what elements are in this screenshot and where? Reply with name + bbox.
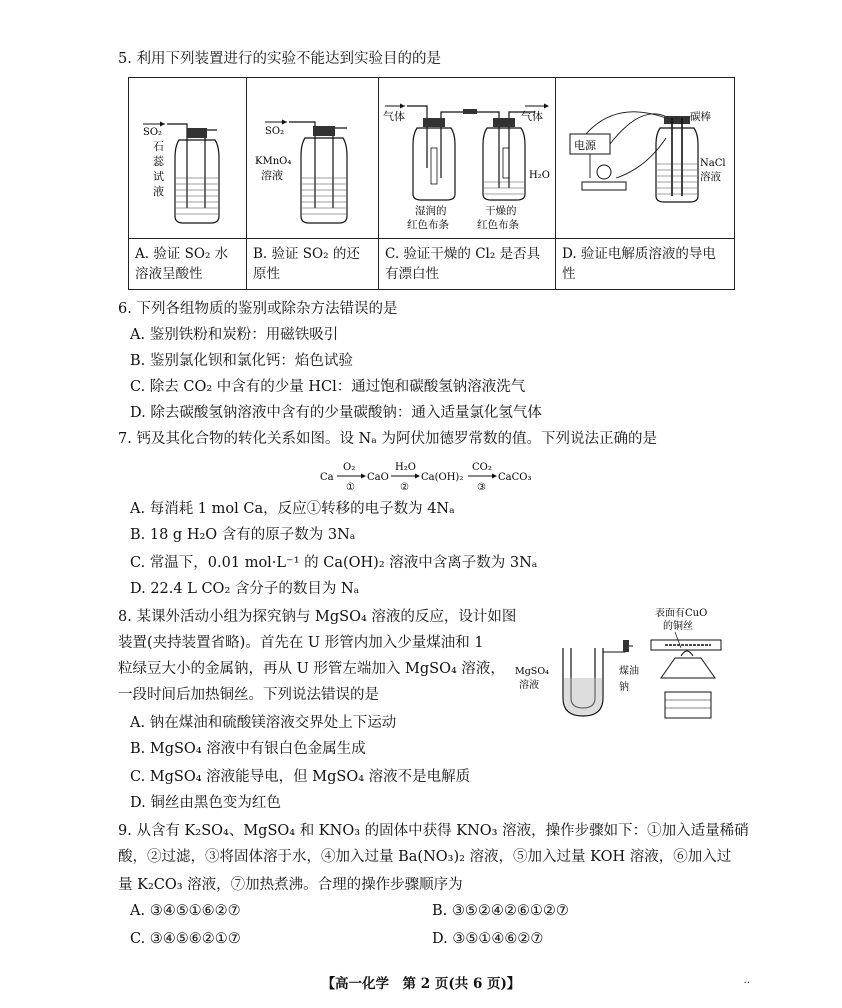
svg-text:的铜丝: 的铜丝 — [663, 621, 693, 632]
svg-text:红色布条: 红色布条 — [477, 219, 519, 231]
conductivity-setup-d — [556, 78, 734, 234]
q6-option-d: D. 除去碳酸氢钠溶液中含有的少量碳酸钠：通入适量氯化氢气体 — [130, 405, 542, 421]
scheme-ca: Ca — [320, 472, 334, 483]
q8-stem-line-3: 粒绿豆大小的金属钠，再从 U 形管左端加入 MgSO₄ 溶液， — [118, 661, 505, 677]
svg-text:湿润的: 湿润的 — [415, 205, 447, 217]
svg-text:溶液: 溶液 — [700, 171, 721, 183]
svg-text:NaCl: NaCl — [700, 158, 726, 169]
gas-washing-bottle-a — [129, 78, 246, 234]
q9-option-c: C. ③④⑤⑥②①⑦ — [130, 931, 241, 947]
q8-stem-line-1: 8. 某课外活动小组为探究钠与 MgSO₄ 溶液的反应，设计如图 — [118, 609, 517, 625]
q8-option-c: C. MgSO₄ 溶液能导电，但 MgSO₄ 溶液不是电解质 — [130, 769, 471, 785]
scheme-caco3: CaCO₃ — [498, 472, 532, 483]
svg-text:SO₂ — [265, 126, 284, 137]
q5-stem: 5. 利用下列装置进行的实验不能达到实验目的的是 — [118, 51, 441, 67]
q8-option-a: A. 钠在煤油和硫酸镁溶液交界处上下运动 — [130, 715, 397, 731]
q5-apparatus-table — [128, 77, 735, 290]
scheme-n2: ② — [400, 482, 409, 493]
q5-figure-a — [129, 78, 247, 239]
svg-text:红色布条: 红色布条 — [407, 219, 449, 231]
a-gas-label: SO₂ — [143, 127, 163, 138]
q6-stem: 6. 下列各组物质的鉴别或除杂方法错误的是 — [118, 301, 398, 317]
svg-text:MgSO₄: MgSO₄ — [515, 666, 549, 677]
q7-reaction-scheme — [320, 458, 540, 494]
c-gas-out-label: 气体 — [521, 110, 543, 123]
svg-text:表面有CuO: 表面有CuO — [655, 608, 708, 619]
svg-text:煤油: 煤油 — [619, 666, 639, 677]
c-gas-in-label: 气体 — [383, 110, 405, 123]
q5-option-b: B. 验证 SO₂ 的还原性 — [247, 239, 379, 290]
svg-text:钠: 钠 — [619, 682, 629, 693]
q5-option-a: A. 验证 SO₂ 水溶液呈酸性 — [129, 239, 247, 290]
gas-washing-bottle-b — [247, 78, 378, 234]
svg-text:蕊: 蕊 — [153, 155, 164, 168]
q9-stem-line-2: 酸，②过滤，③将固体溶于水，④加入过量 Ba(NO₃)₂ 溶液，⑤加入过量 KOH 溶液，⑥加入过 — [118, 849, 732, 865]
q9-option-b: B. ③⑤②④②⑥①②⑦ — [432, 903, 569, 919]
page-footer: 【高一化学 第 2 页(共 6 页)】 — [321, 976, 521, 992]
corner-mark: ·· — [743, 978, 750, 989]
svg-text:液: 液 — [153, 185, 164, 198]
q6-option-a: A. 鉴别铁粉和炭粉：用磁铁吸引 — [130, 327, 339, 343]
q8-stem-line-4: 一段时间后加热铜丝。下列说法错误的是 — [118, 687, 379, 703]
svg-text:干燥的: 干燥的 — [485, 205, 517, 217]
q7-stem: 7. 钙及其化合物的转化关系如图。设 Nₐ 为阿伏加德罗常数的值。下列说法正确的是 — [118, 431, 657, 447]
q9-stem-line-3: 量 K₂CO₃ 溶液，⑦加热煮沸。合理的操作步骤顺序为 — [118, 877, 463, 893]
b-liquid-label: KMnO₄ — [255, 156, 292, 167]
scheme-n3: ③ — [477, 482, 486, 493]
two-bottle-setup-c — [379, 78, 555, 234]
q8-u-tube-apparatus — [515, 608, 735, 728]
svg-text:溶液: 溶液 — [519, 680, 539, 691]
q5-option-c: C. 验证干燥的 Cl₂ 是否具有漂白性 — [379, 239, 556, 290]
scheme-r1: O₂ — [343, 462, 356, 473]
q5-figure-b — [247, 78, 379, 239]
svg-text:溶液: 溶液 — [261, 169, 283, 182]
b-gas-label: SO₂ — [265, 126, 285, 137]
q7-option-d: D. 22.4 L CO₂ 含分子的数目为 Nₐ — [130, 581, 360, 597]
q7-option-a: A. 每消耗 1 mol Ca，反应①转移的电子数为 4Nₐ — [130, 501, 455, 517]
c-water-label: H₂O — [529, 170, 550, 181]
q9-stem-line-1: 9. 从含有 K₂SO₄、MgSO₄ 和 KNO₃ 的固体中获得 KNO₃ 溶液，操作步骤如下：①加入适量稀硝 — [118, 823, 749, 839]
q5-figure-d — [556, 78, 735, 239]
q5-option-d: D. 验证电解质溶液的导电性 — [556, 239, 735, 290]
d-rod-label: 碳棒 — [690, 111, 711, 123]
svg-text:SO₂ — [143, 127, 162, 138]
q7-option-c: C. 常温下，0.01 mol·L⁻¹ 的 Ca(OH)₂ 溶液中含离子数为 3Nₐ — [130, 555, 538, 571]
q8-option-b: B. MgSO₄ 溶液中有银白色金属生成 — [130, 741, 366, 757]
q7-option-b: B. 18 g H₂O 含有的原子数为 3Nₐ — [130, 527, 356, 543]
q6-option-b: B. 鉴别氯化钡和氯化钙：焰色试验 — [130, 353, 353, 369]
q6-option-c: C. 除去 CO₂ 中含有的少量 HCl：通过饱和碳酸氢钠溶液洗气 — [130, 379, 526, 395]
q8-stem-line-2: 装置(夹持装置省略)。首先在 U 形管内加入少量煤油和 1 — [118, 635, 484, 651]
scheme-cao: CaO — [367, 472, 389, 483]
svg-text:试: 试 — [153, 170, 164, 183]
scheme-r3: CO₂ — [472, 462, 492, 473]
q8-option-d: D. 铜丝由黑色变为红色 — [130, 795, 281, 811]
scheme-r2: H₂O — [395, 462, 416, 473]
q9-option-d: D. ③⑤①④⑥②⑦ — [432, 931, 544, 947]
a-liquid-label-1: 石 — [153, 140, 164, 153]
q9-option-a: A. ③④⑤①⑥②⑦ — [130, 903, 241, 919]
scheme-caoh2: Ca(OH)₂ — [421, 472, 464, 483]
q5-figure-c — [379, 78, 556, 239]
d-power-label: 电源 — [574, 139, 596, 152]
scheme-n1: ① — [346, 482, 355, 493]
